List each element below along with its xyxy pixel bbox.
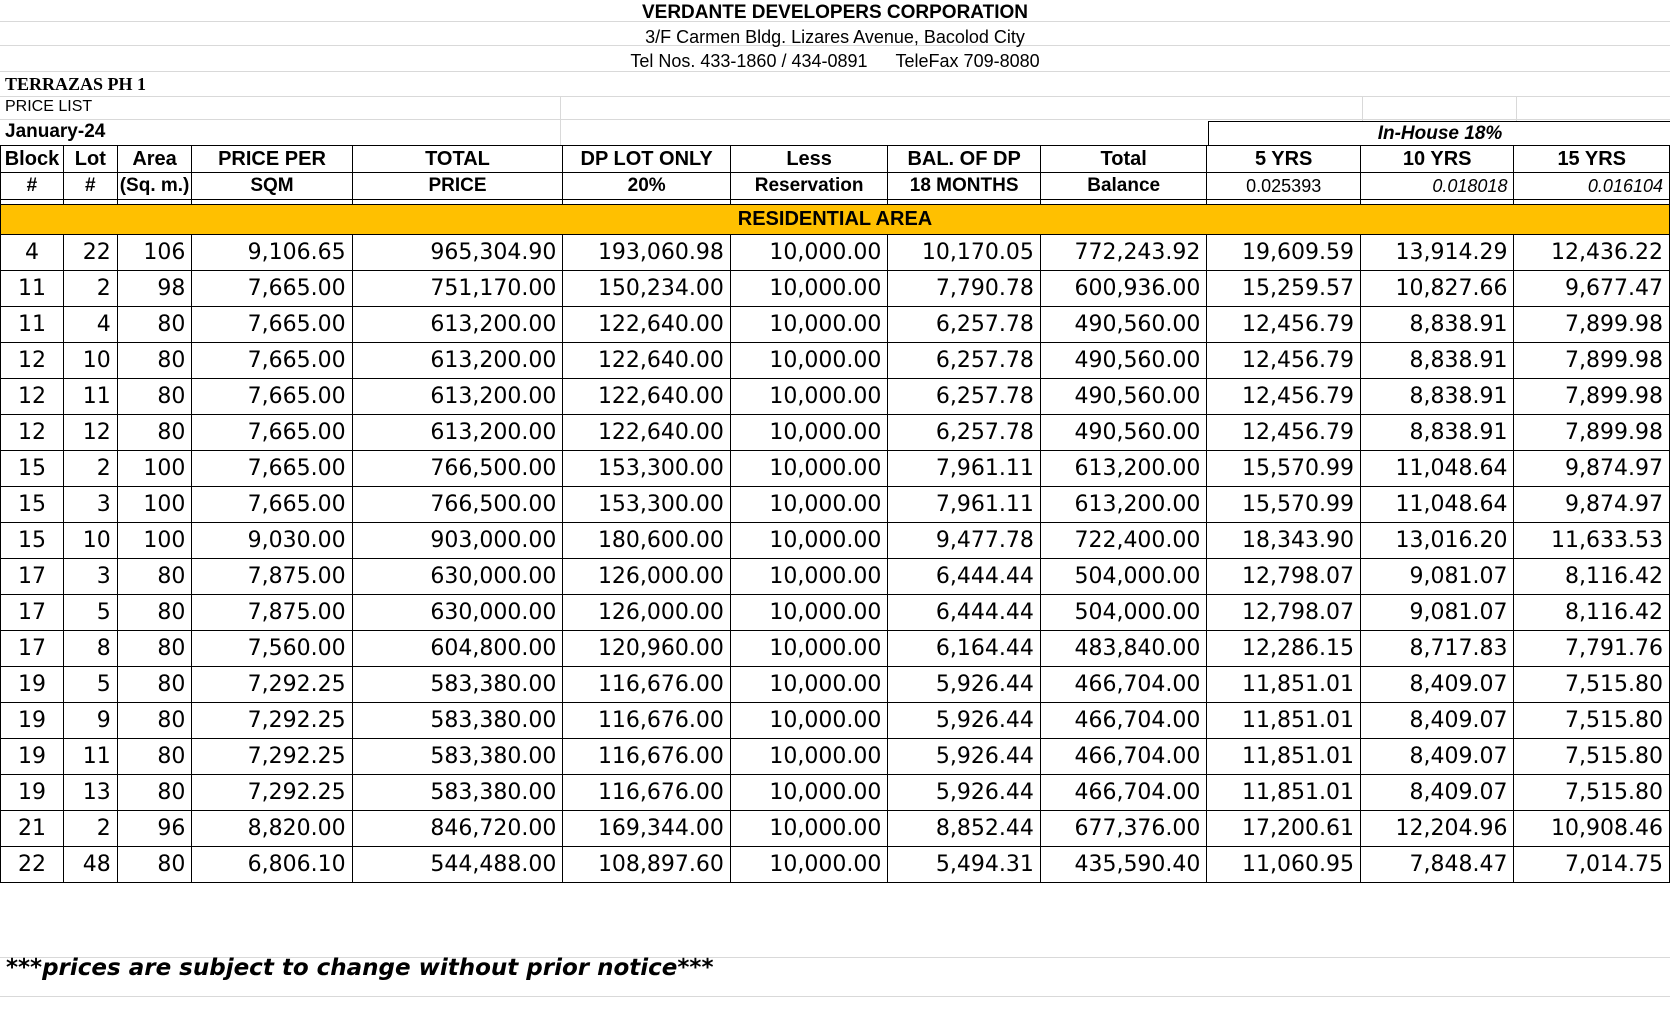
table-cell: 180,600.00 — [563, 523, 731, 559]
table-row — [1, 847, 1670, 883]
table-cell: 15,570.99 — [1207, 451, 1361, 487]
table-cell: 7,665.00 — [192, 451, 352, 487]
table-cell: 17 — [1, 631, 64, 667]
gridline — [1516, 96, 1517, 121]
table-cell: 5,494.31 — [888, 847, 1041, 883]
table-cell: 9,477.78 — [888, 523, 1041, 559]
table-cell: 677,376.00 — [1040, 811, 1207, 847]
table-cell: 8,409.07 — [1360, 775, 1514, 811]
table-cell: 8,838.91 — [1360, 415, 1514, 451]
disclaimer-note: ***prices are subject to change without prior notice*** — [6, 955, 714, 981]
table-row — [1, 379, 1670, 415]
table-cell: 7,292.25 — [192, 775, 352, 811]
table-cell: 80 — [117, 379, 192, 415]
table-cell: 3 — [63, 559, 117, 595]
table-cell: 122,640.00 — [563, 307, 731, 343]
company-name: VERDANTE DEVELOPERS CORPORATION — [641, 2, 1029, 23]
table-cell: 7,014.75 — [1514, 847, 1670, 883]
table-cell: 80 — [117, 343, 192, 379]
table-cell: 466,704.00 — [1040, 703, 1207, 739]
table-cell: 15,259.57 — [1207, 271, 1361, 307]
table-cell: 7,875.00 — [192, 559, 352, 595]
column-header-sub: 20% — [563, 173, 731, 200]
table-cell: 10,000.00 — [730, 631, 887, 667]
table-cell: 613,200.00 — [1040, 451, 1207, 487]
table-cell: 490,560.00 — [1040, 343, 1207, 379]
gridline — [560, 96, 561, 145]
table-cell: 12,456.79 — [1207, 307, 1361, 343]
table-cell: 108,897.60 — [563, 847, 731, 883]
table-cell: 10,000.00 — [730, 343, 887, 379]
table-cell: 7,899.98 — [1514, 415, 1670, 451]
table-row — [1, 343, 1670, 379]
table-cell: 8,838.91 — [1360, 379, 1514, 415]
table-cell: 6,444.44 — [888, 595, 1041, 631]
table-cell: 17 — [1, 559, 64, 595]
table-cell: 11 — [1, 307, 64, 343]
table-cell: 10 — [63, 523, 117, 559]
table-cell: 17,200.61 — [1207, 811, 1361, 847]
table-cell: 116,676.00 — [563, 703, 731, 739]
table-cell: 7,292.25 — [192, 739, 352, 775]
table-cell: 80 — [117, 739, 192, 775]
table-cell: 22 — [63, 235, 117, 271]
table-cell: 13,016.20 — [1360, 523, 1514, 559]
table-row — [1, 631, 1670, 667]
table-row — [1, 271, 1670, 307]
gridline — [1362, 96, 1363, 121]
table-cell: 4 — [1, 235, 64, 271]
table-cell: 10,000.00 — [730, 667, 887, 703]
table-cell: 13,914.29 — [1360, 235, 1514, 271]
table-cell: 6,257.78 — [888, 415, 1041, 451]
table-cell: 490,560.00 — [1040, 415, 1207, 451]
table-cell: 7,292.25 — [192, 667, 352, 703]
table-cell: 7,961.11 — [888, 487, 1041, 523]
table-cell: 122,640.00 — [563, 379, 731, 415]
table-cell: 12,436.22 — [1514, 235, 1670, 271]
table-cell: 7,790.78 — [888, 271, 1041, 307]
table-cell: 15 — [1, 451, 64, 487]
table-row — [1, 739, 1670, 775]
table-cell: 6,257.78 — [888, 343, 1041, 379]
table-cell: 10,000.00 — [730, 775, 887, 811]
table-cell: 8,838.91 — [1360, 343, 1514, 379]
amortization-rate: 0.018018 — [1360, 173, 1514, 200]
table-cell: 9,106.65 — [192, 235, 352, 271]
table-cell: 10,827.66 — [1360, 271, 1514, 307]
column-header-sub: Balance — [1040, 173, 1207, 200]
table-row — [1, 487, 1670, 523]
table-cell: 722,400.00 — [1040, 523, 1207, 559]
table-row — [1, 559, 1670, 595]
table-cell: 193,060.98 — [563, 235, 731, 271]
table-cell: 19 — [1, 667, 64, 703]
table-cell: 12,456.79 — [1207, 415, 1361, 451]
table-cell: 772,243.92 — [1040, 235, 1207, 271]
table-cell: 466,704.00 — [1040, 667, 1207, 703]
table-row — [1, 667, 1670, 703]
table-cell: 5 — [63, 595, 117, 631]
table-cell: 9,081.07 — [1360, 559, 1514, 595]
gridline — [0, 96, 1670, 97]
table-cell: 3 — [63, 487, 117, 523]
table-cell: 12 — [63, 415, 117, 451]
column-header-sub: 18 MONTHS — [888, 173, 1041, 200]
table-cell: 7,665.00 — [192, 271, 352, 307]
table-cell: 7,961.11 — [888, 451, 1041, 487]
table-cell: 11 — [1, 271, 64, 307]
table-cell: 6,164.44 — [888, 631, 1041, 667]
table-cell: 96 — [117, 811, 192, 847]
table-cell: 11,060.95 — [1207, 847, 1361, 883]
column-header: Area — [117, 146, 192, 173]
table-cell: 21 — [1, 811, 64, 847]
table-cell: 9,030.00 — [192, 523, 352, 559]
table-row — [1, 703, 1670, 739]
column-header: DP LOT ONLY — [563, 146, 731, 173]
table-cell: 8 — [63, 631, 117, 667]
table-cell: 48 — [63, 847, 117, 883]
table-cell: 126,000.00 — [563, 559, 731, 595]
table-cell: 169,344.00 — [563, 811, 731, 847]
table-cell: 116,676.00 — [563, 667, 731, 703]
phone-numbers: Tel Nos. 433-1860 / 434-0891 — [630, 51, 868, 71]
table-cell: 504,000.00 — [1040, 595, 1207, 631]
table-cell: 80 — [117, 307, 192, 343]
table-cell: 6,806.10 — [192, 847, 352, 883]
table-cell: 7,560.00 — [192, 631, 352, 667]
table-cell: 583,380.00 — [352, 775, 563, 811]
table-cell: 435,590.40 — [1040, 847, 1207, 883]
table-cell: 150,234.00 — [563, 271, 731, 307]
table-cell: 7,515.80 — [1514, 667, 1670, 703]
table-row — [1, 811, 1670, 847]
table-cell: 7,665.00 — [192, 307, 352, 343]
table-cell: 8,838.91 — [1360, 307, 1514, 343]
price-rows — [1, 235, 1670, 883]
table-cell: 8,116.42 — [1514, 559, 1670, 595]
project-name: TERRAZAS PH 1 — [5, 74, 147, 94]
table-cell: 80 — [117, 775, 192, 811]
table-cell: 630,000.00 — [352, 595, 563, 631]
table-cell: 6,257.78 — [888, 379, 1041, 415]
table-cell: 17 — [1, 595, 64, 631]
table-cell: 12 — [1, 343, 64, 379]
table-row — [1, 451, 1670, 487]
table-cell: 11,851.01 — [1207, 775, 1361, 811]
table-cell: 100 — [117, 523, 192, 559]
table-cell: 10,908.46 — [1514, 811, 1670, 847]
table-cell: 8,116.42 — [1514, 595, 1670, 631]
header-row-2 — [1, 173, 1670, 200]
table-cell: 10,000.00 — [730, 739, 887, 775]
table-cell: 583,380.00 — [352, 703, 563, 739]
column-header: PRICE PER — [192, 146, 352, 173]
table-cell: 5,926.44 — [888, 775, 1041, 811]
table-cell: 80 — [117, 667, 192, 703]
table-cell: 15,570.99 — [1207, 487, 1361, 523]
table-cell: 10,000.00 — [730, 523, 887, 559]
table-cell: 8,852.44 — [888, 811, 1041, 847]
table-cell: 80 — [117, 631, 192, 667]
table-cell: 8,409.07 — [1360, 703, 1514, 739]
table-cell: 4 — [63, 307, 117, 343]
price-table — [0, 145, 1670, 883]
column-header: BAL. OF DP — [888, 146, 1041, 173]
table-cell: 8,409.07 — [1360, 739, 1514, 775]
table-cell: 583,380.00 — [352, 739, 563, 775]
table-cell: 22 — [1, 847, 64, 883]
table-cell: 613,200.00 — [352, 307, 563, 343]
table-cell: 7,848.47 — [1360, 847, 1514, 883]
table-row — [1, 235, 1670, 271]
telefax-number: TeleFax 709-8080 — [895, 51, 1040, 71]
table-cell: 751,170.00 — [352, 271, 563, 307]
price-list-title: PRICE LIST — [5, 98, 93, 115]
table-row — [1, 523, 1670, 559]
table-cell: 10,000.00 — [730, 451, 887, 487]
table-cell: 11 — [63, 379, 117, 415]
table-cell: 490,560.00 — [1040, 307, 1207, 343]
table-cell: 965,304.90 — [352, 235, 563, 271]
table-cell: 604,800.00 — [352, 631, 563, 667]
table-cell: 18,343.90 — [1207, 523, 1361, 559]
table-cell: 122,640.00 — [563, 415, 731, 451]
table-cell: 122,640.00 — [563, 343, 731, 379]
column-header: 10 YRS — [1360, 146, 1514, 173]
table-cell: 9,677.47 — [1514, 271, 1670, 307]
table-cell: 12,798.07 — [1207, 595, 1361, 631]
table-cell: 10,000.00 — [730, 487, 887, 523]
table-cell: 116,676.00 — [563, 739, 731, 775]
table-cell: 466,704.00 — [1040, 739, 1207, 775]
table-cell: 613,200.00 — [352, 343, 563, 379]
header-row-1 — [1, 146, 1670, 173]
table-cell: 19,609.59 — [1207, 235, 1361, 271]
table-cell: 11,851.01 — [1207, 703, 1361, 739]
table-cell: 766,500.00 — [352, 451, 563, 487]
table-cell: 19 — [1, 775, 64, 811]
table-cell: 11,048.64 — [1360, 487, 1514, 523]
table-cell: 630,000.00 — [352, 559, 563, 595]
table-cell: 153,300.00 — [563, 451, 731, 487]
table-cell: 98 — [117, 271, 192, 307]
table-cell: 613,200.00 — [352, 415, 563, 451]
table-cell: 7,665.00 — [192, 487, 352, 523]
table-cell: 8,717.83 — [1360, 631, 1514, 667]
table-cell: 153,300.00 — [563, 487, 731, 523]
table-cell: 2 — [63, 271, 117, 307]
table-cell: 2 — [63, 451, 117, 487]
table-cell: 80 — [117, 559, 192, 595]
table-cell: 9,874.97 — [1514, 487, 1670, 523]
table-row — [1, 775, 1670, 811]
table-cell: 7,899.98 — [1514, 307, 1670, 343]
column-header-sub: PRICE — [352, 173, 563, 200]
table-cell: 7,899.98 — [1514, 379, 1670, 415]
table-cell: 12 — [1, 415, 64, 451]
table-cell: 466,704.00 — [1040, 775, 1207, 811]
section-label: RESIDENTIAL AREA — [1, 205, 1670, 235]
table-cell: 100 — [117, 487, 192, 523]
column-header-sub: (Sq. m.) — [117, 173, 192, 200]
table-cell: 11 — [63, 739, 117, 775]
table-cell: 613,200.00 — [352, 379, 563, 415]
table-cell: 5,926.44 — [888, 703, 1041, 739]
column-header-sub: # — [1, 173, 64, 200]
gridline — [0, 119, 1670, 120]
section-row — [1, 205, 1670, 235]
table-cell: 116,676.00 — [563, 775, 731, 811]
table-cell: 10,000.00 — [730, 595, 887, 631]
table-row — [1, 307, 1670, 343]
table-cell: 9,081.07 — [1360, 595, 1514, 631]
table-cell: 766,500.00 — [352, 487, 563, 523]
table-cell: 483,840.00 — [1040, 631, 1207, 667]
table-cell: 120,960.00 — [563, 631, 731, 667]
inhouse-financing-label: In-House 18% — [1208, 121, 1670, 146]
column-header: 5 YRS — [1207, 146, 1361, 173]
table-cell: 2 — [63, 811, 117, 847]
table-cell: 613,200.00 — [1040, 487, 1207, 523]
table-cell: 5 — [63, 667, 117, 703]
table-cell: 126,000.00 — [563, 595, 731, 631]
column-header: TOTAL — [352, 146, 563, 173]
table-cell: 7,292.25 — [192, 703, 352, 739]
column-header: Total — [1040, 146, 1207, 173]
table-cell: 600,936.00 — [1040, 271, 1207, 307]
table-cell: 6,257.78 — [888, 307, 1041, 343]
table-cell: 7,899.98 — [1514, 343, 1670, 379]
table-cell: 7,515.80 — [1514, 739, 1670, 775]
table-cell: 80 — [117, 595, 192, 631]
table-row — [1, 415, 1670, 451]
column-header: 15 YRS — [1514, 146, 1670, 173]
table-cell: 903,000.00 — [352, 523, 563, 559]
table-cell: 9 — [63, 703, 117, 739]
table-cell: 7,665.00 — [192, 379, 352, 415]
column-header: Less — [730, 146, 887, 173]
table-cell: 10,000.00 — [730, 415, 887, 451]
column-header-sub: SQM — [192, 173, 352, 200]
column-header: Lot — [63, 146, 117, 173]
table-cell: 846,720.00 — [352, 811, 563, 847]
table-cell: 10,000.00 — [730, 703, 887, 739]
column-header-sub: Reservation — [730, 173, 887, 200]
table-cell: 10,000.00 — [730, 847, 887, 883]
table-cell: 12,456.79 — [1207, 343, 1361, 379]
table-cell: 100 — [117, 451, 192, 487]
table-cell: 12,456.79 — [1207, 379, 1361, 415]
table-cell: 7,665.00 — [192, 343, 352, 379]
table-cell: 5,926.44 — [888, 667, 1041, 703]
table-cell: 15 — [1, 523, 64, 559]
table-cell: 19 — [1, 703, 64, 739]
amortization-rate: 0.025393 — [1207, 173, 1361, 200]
company-address: 3/F Carmen Bldg. Lizares Avenue, Bacolod City — [645, 27, 1025, 47]
table-cell: 10,000.00 — [730, 307, 887, 343]
table-cell: 11,048.64 — [1360, 451, 1514, 487]
table-cell: 80 — [117, 415, 192, 451]
table-cell: 11,851.01 — [1207, 667, 1361, 703]
table-cell: 12,286.15 — [1207, 631, 1361, 667]
table-cell: 7,791.76 — [1514, 631, 1670, 667]
table-cell: 10,000.00 — [730, 811, 887, 847]
company-contacts — [0, 51, 1670, 72]
table-cell: 12 — [1, 379, 64, 415]
table-cell: 8,820.00 — [192, 811, 352, 847]
table-cell: 6,444.44 — [888, 559, 1041, 595]
table-cell: 15 — [1, 487, 64, 523]
table-cell: 7,875.00 — [192, 595, 352, 631]
table-cell: 80 — [117, 847, 192, 883]
column-header-sub: # — [63, 173, 117, 200]
table-cell: 106 — [117, 235, 192, 271]
table-cell: 80 — [117, 703, 192, 739]
table-cell: 10,000.00 — [730, 271, 887, 307]
table-cell: 10,000.00 — [730, 559, 887, 595]
table-cell: 8,409.07 — [1360, 667, 1514, 703]
table-cell: 7,515.80 — [1514, 703, 1670, 739]
table-cell: 13 — [63, 775, 117, 811]
table-cell: 544,488.00 — [352, 847, 563, 883]
table-cell: 10,170.05 — [888, 235, 1041, 271]
amortization-rate: 0.016104 — [1514, 173, 1670, 200]
table-cell: 11,633.53 — [1514, 523, 1670, 559]
table-cell: 7,515.80 — [1514, 775, 1670, 811]
table-cell: 11,851.01 — [1207, 739, 1361, 775]
gridline — [0, 996, 1670, 997]
table-cell: 19 — [1, 739, 64, 775]
table-cell: 10,000.00 — [730, 379, 887, 415]
table-cell: 7,665.00 — [192, 415, 352, 451]
table-cell: 5,926.44 — [888, 739, 1041, 775]
table-cell: 12,798.07 — [1207, 559, 1361, 595]
table-cell: 583,380.00 — [352, 667, 563, 703]
table-cell: 504,000.00 — [1040, 559, 1207, 595]
price-date: January-24 — [5, 121, 106, 142]
table-cell: 9,874.97 — [1514, 451, 1670, 487]
table-row — [1, 595, 1670, 631]
table-cell: 490,560.00 — [1040, 379, 1207, 415]
table-cell: 10 — [63, 343, 117, 379]
table-cell: 12,204.96 — [1360, 811, 1514, 847]
column-header: Block — [1, 146, 64, 173]
table-cell: 10,000.00 — [730, 235, 887, 271]
